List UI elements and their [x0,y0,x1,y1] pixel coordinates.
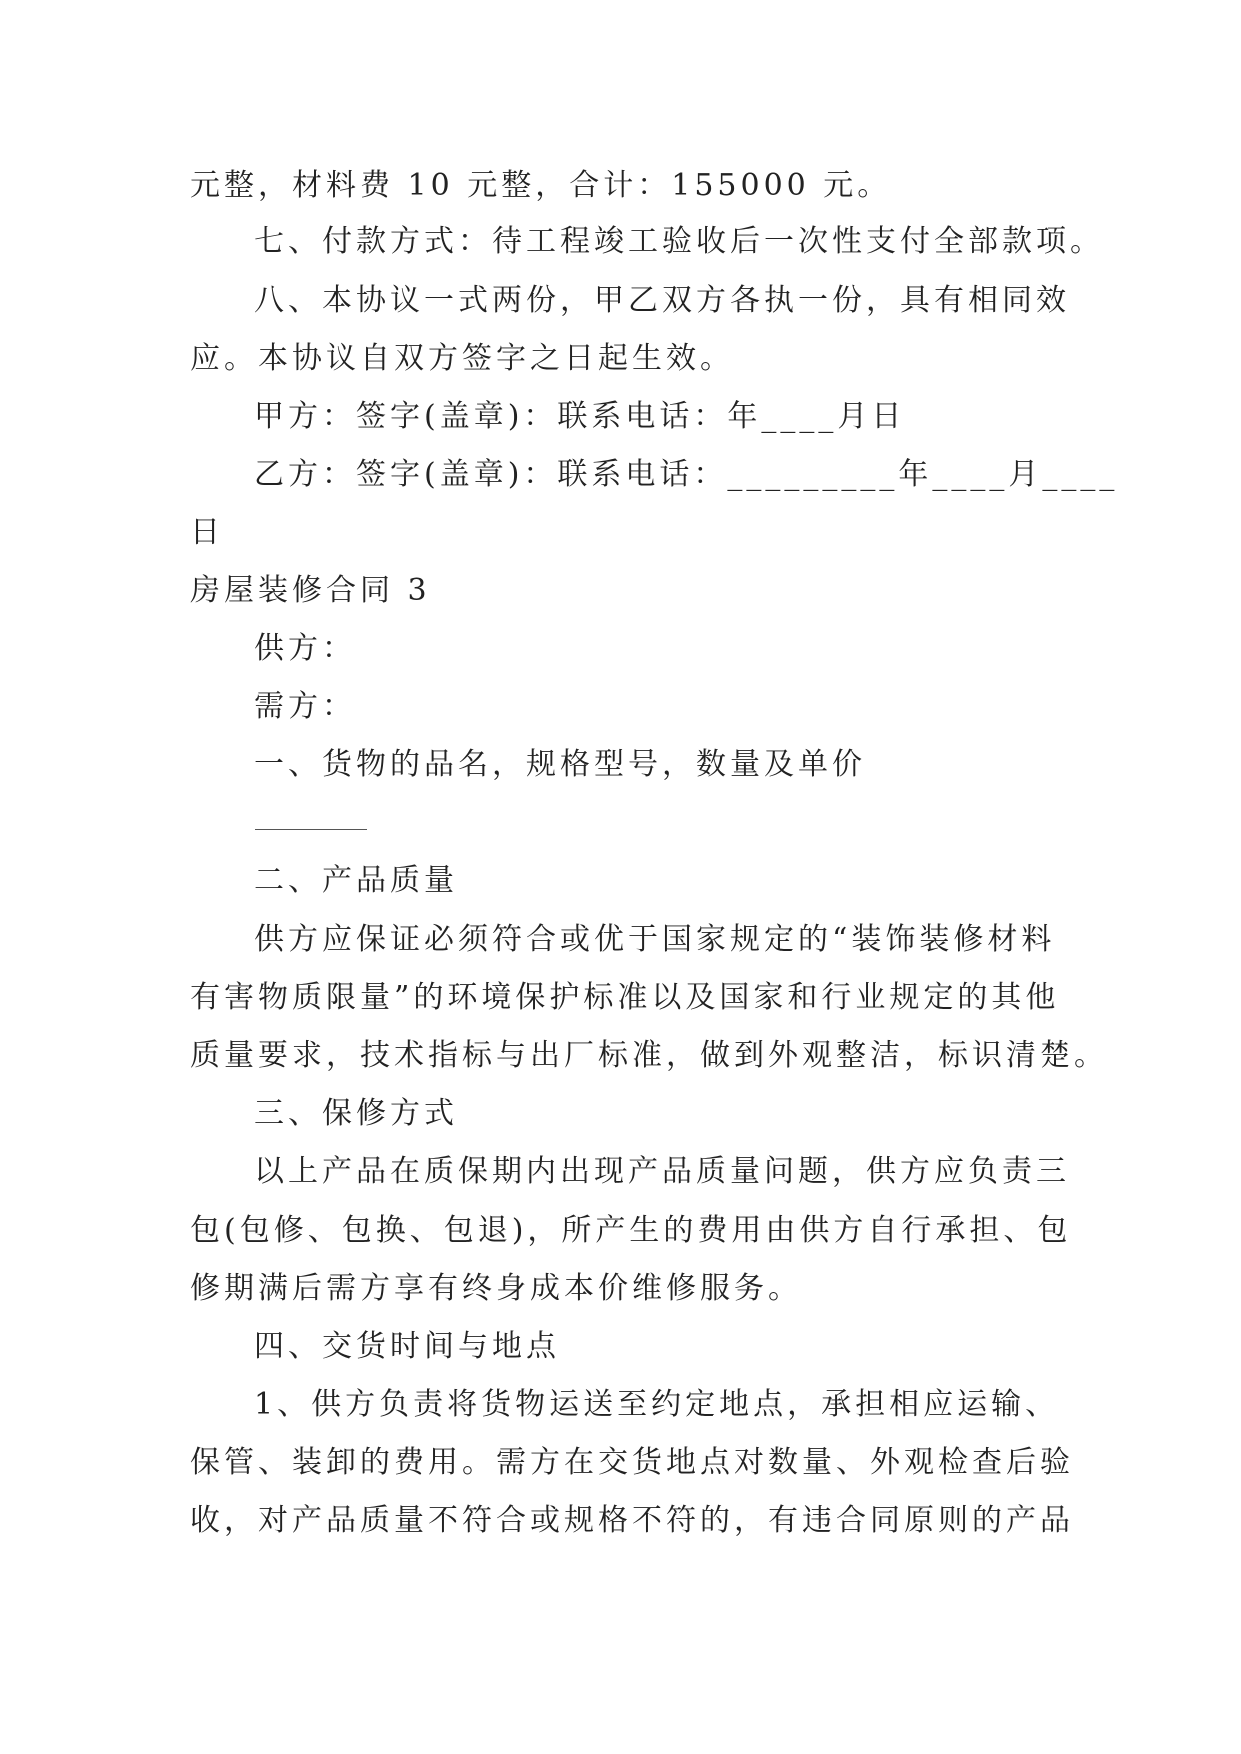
text-line-warranty-heading: 三、保修方式 [254,1096,458,1131]
text-line-agreement: 八、本协议一式两份，甲乙双方各执一份，具有相同效 [254,283,1070,318]
text-line-quality-3: 质量要求，技术指标与出厂标准，做到外观整洁，标识清楚。 [190,1038,1108,1073]
text-line-delivery-heading: 四、交货时间与地点 [254,1329,560,1364]
text-line-buyer: 需方： [254,689,356,724]
text-line-payment: 七、付款方式：待工程竣工验收后一次性支付全部款项。 [254,224,1104,259]
text-line-effective: 应。本协议自双方签字之日起生效。 [190,341,734,376]
text-line-quality-2: 有害物质限量”的环境保护标准以及国家和行业规定的其他 [190,980,1060,1015]
text-line-day: 日 [190,515,224,550]
text-line-warranty-3: 修期满后需方享有终身成本价维修服务。 [190,1271,802,1306]
blank-line [255,829,367,830]
text-line-delivery-3: 收，对产品质量不符合或规格不符的，有违合同原则的产品 [190,1503,1074,1538]
text-line-1: 元整，材料费 10 元整，合计：155000 元。 [190,168,892,203]
text-line-supplier: 供方： [254,631,356,666]
section-title: 房屋装修合同 3 [190,573,431,608]
text-line-party-a: 甲方：签字(盖章)：联系电话：年____月日 [254,399,906,434]
text-line-goods: 一、货物的品名，规格型号，数量及单价 [254,747,866,782]
text-line-warranty-1: 以上产品在质保期内出现产品质量问题，供方应负责三 [254,1154,1070,1189]
text-line-warranty-2: 包(包修、包换、包退)，所产生的费用由供方自行承担、包 [190,1213,1072,1248]
text-line-delivery-2: 保管、装卸的费用。需方在交货地点对数量、外观检查后验 [190,1445,1074,1480]
text-line-delivery-1: 1、供方负责将货物运送至约定地点，承担相应运输、 [254,1387,1060,1422]
text-line-quality-heading: 二、产品质量 [254,863,458,898]
text-line-party-b: 乙方：签字(盖章)：联系电话：_________年____月____ [254,457,1119,492]
text-line-quality-1: 供方应保证必须符合或优于国家规定的“装饰装修材料 [254,922,1056,957]
